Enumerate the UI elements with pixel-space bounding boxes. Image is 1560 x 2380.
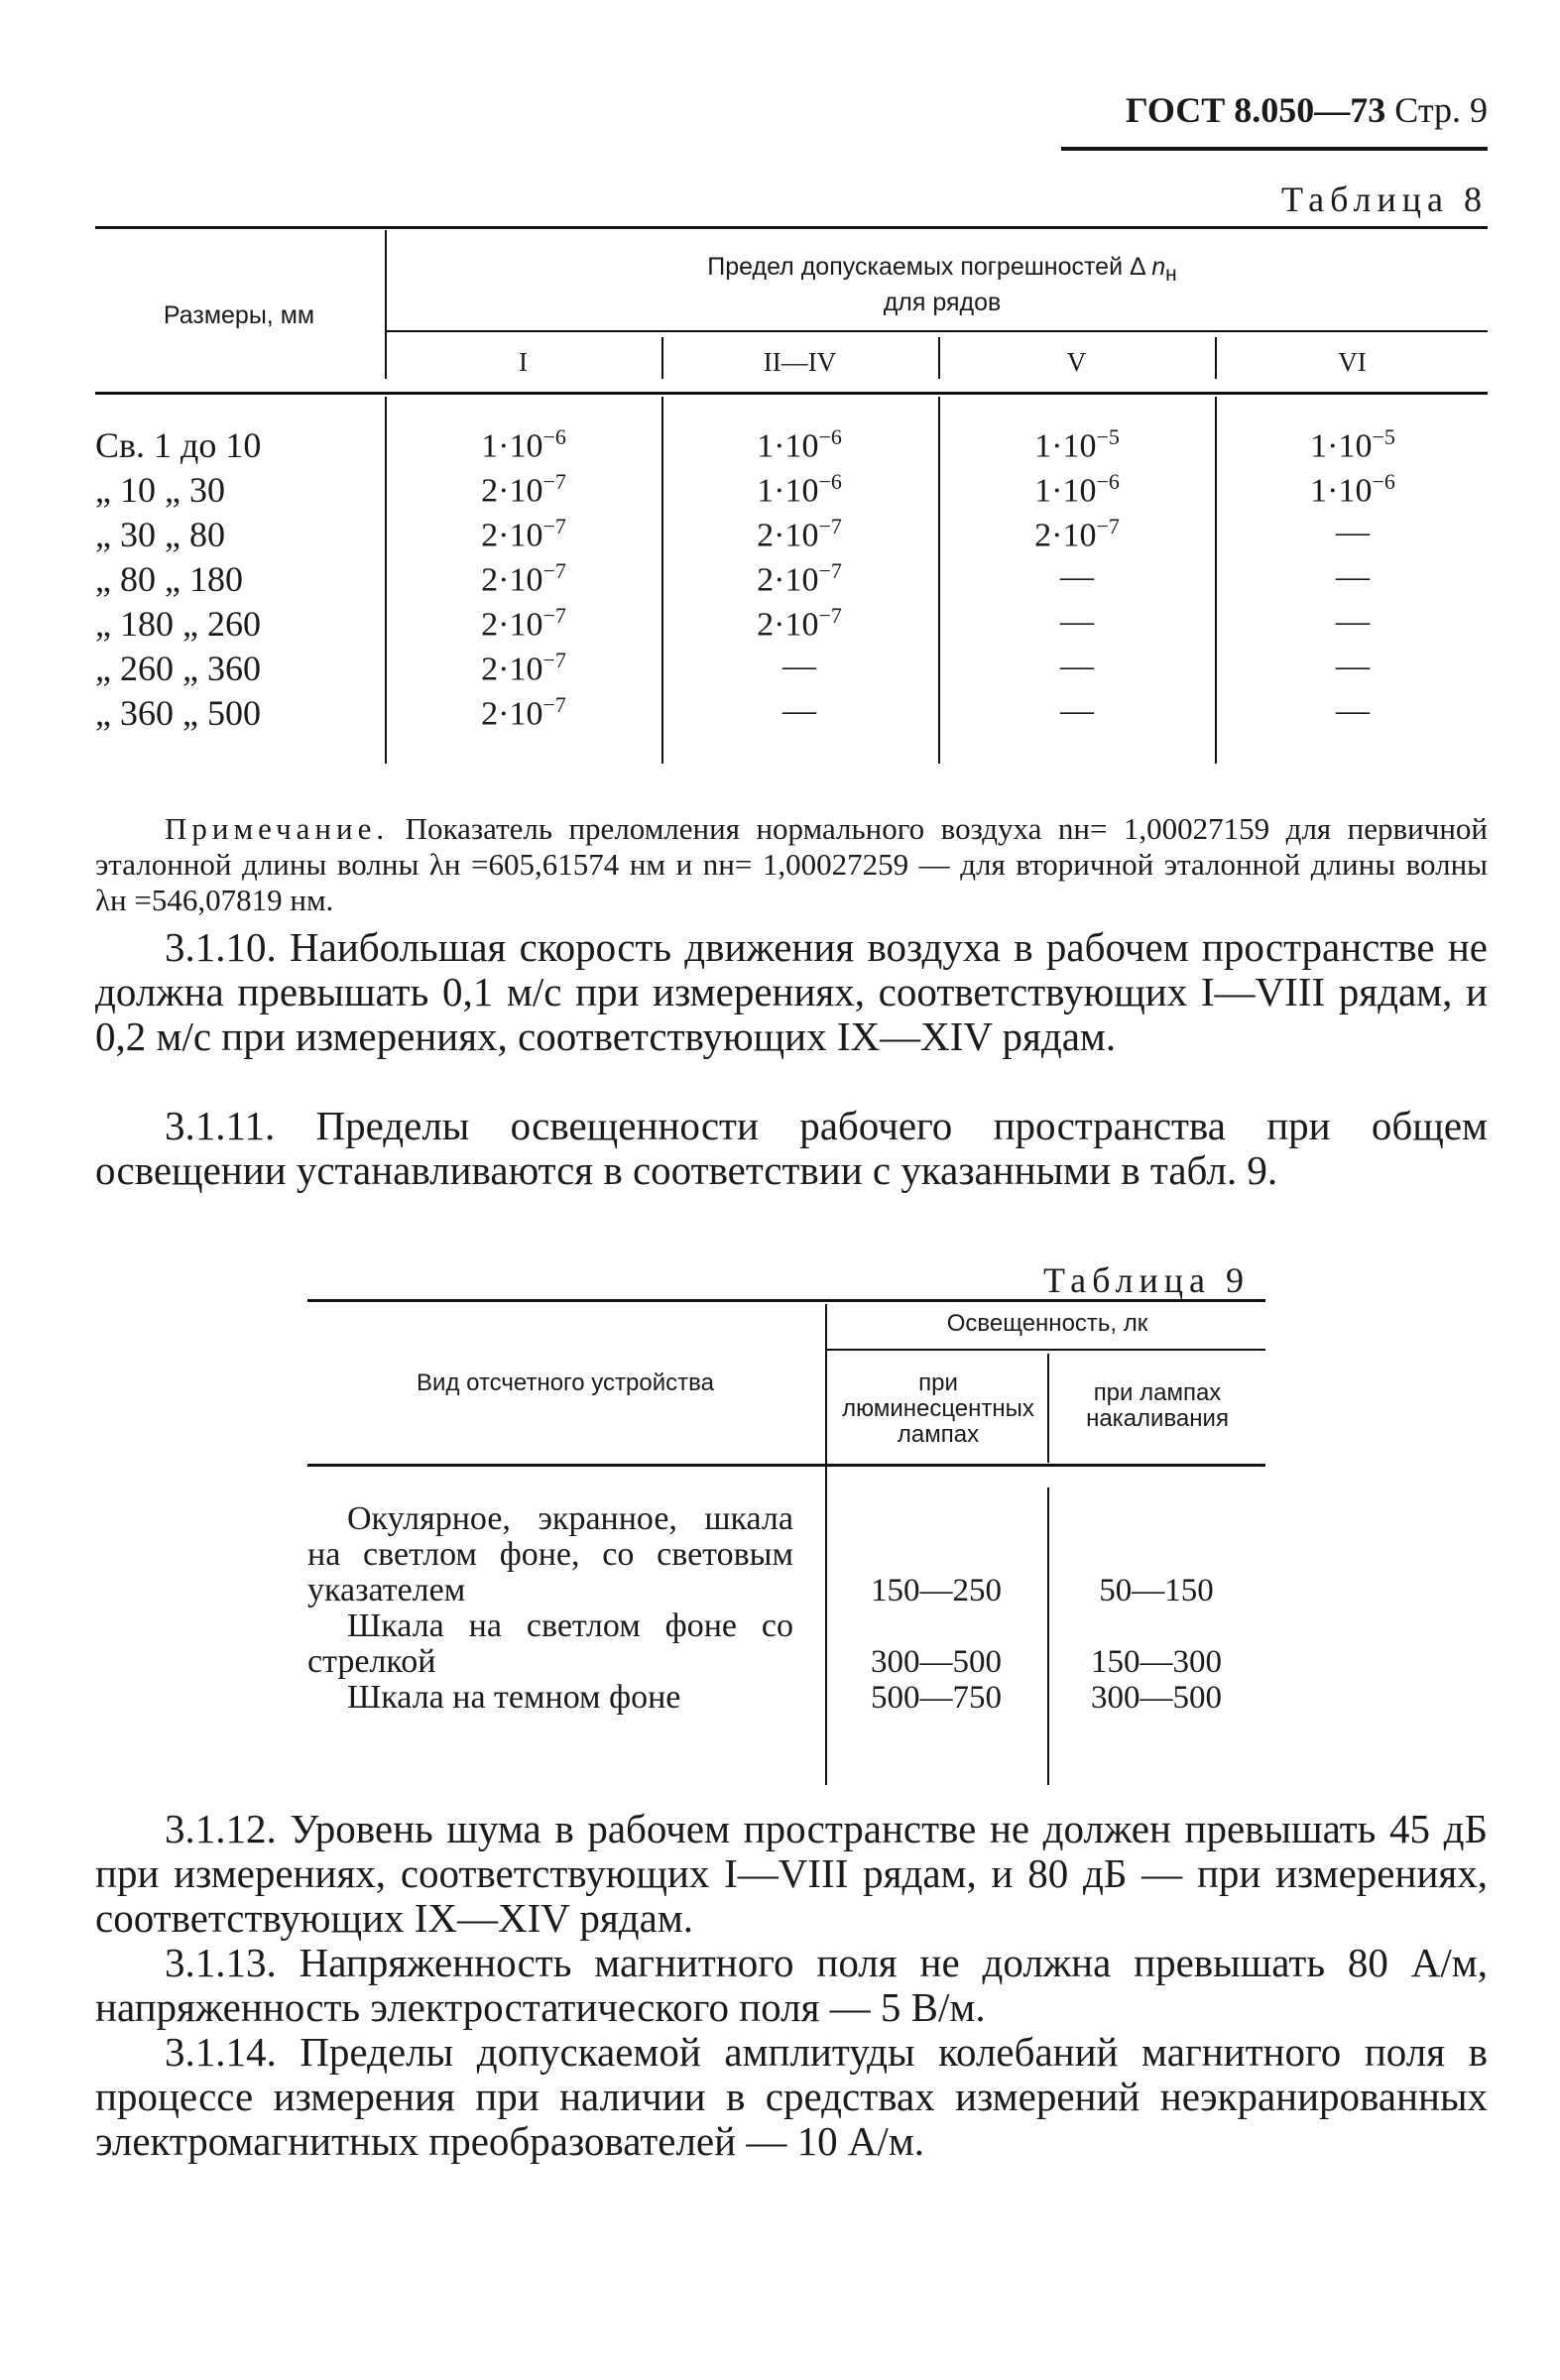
table9-row-2-incand: 150—300 — [1091, 1644, 1222, 1680]
table8-cell — [405, 648, 643, 688]
table9-head-bottom-rule — [307, 1464, 1265, 1467]
paragraph-3-1-14: 3.1.14. Пределы допускаемой амплитуды колебаний магнитного поля в процессе измерения при наличии в средствах измерений неэкранированных электромагнитных преобразователей — 10 А/м. — [95, 2029, 1488, 2164]
paragraph-3-1-12: 3.1.12. Уровень шума в рабочем пространстве не должен превышать 45 дБ при измерениях, соответствующих I—VIII рядам, и 80 дБ — при измерениях, соответствующих IX—XIV рядам. — [95, 1806, 1488, 1941]
table8-cell — [405, 469, 643, 510]
table9-top-rule — [307, 1299, 1265, 1302]
table8-cell-mantissa: — — [1336, 514, 1370, 550]
table8-cell — [680, 469, 918, 510]
table8-cell — [958, 648, 1196, 685]
table8-cell — [1234, 514, 1472, 551]
table8-cell-exponent: −7 — [542, 692, 566, 717]
table8-row-size: „ 10 „ 30 — [95, 470, 225, 510]
table8-cell-mantissa: — — [1336, 558, 1370, 595]
table8-cell-exponent: −7 — [542, 648, 566, 672]
table9-divider-main — [825, 1304, 827, 1785]
table8-cell — [680, 514, 918, 554]
table9-row-1-device: Окулярное, экранное, шкала на светлом фоне, со световым указателем — [307, 1500, 793, 1608]
table8-cell — [680, 558, 918, 599]
table8-row-size: „ 360 „ 500 — [95, 693, 261, 733]
table8-cell-exponent: −7 — [818, 603, 842, 628]
table8-limit-symbol: n — [1151, 253, 1166, 281]
table8-body-divider-1 — [661, 397, 663, 764]
table8-cell-mantissa: 1·10 — [481, 427, 543, 465]
table8-cell-mantissa: 2·10 — [1034, 517, 1097, 554]
table8-cell-mantissa: 2·10 — [481, 606, 543, 644]
table8-cell-mantissa: 1·10 — [1310, 472, 1373, 510]
table8-cell-exponent: −6 — [818, 424, 842, 449]
note-text: Показатель преломления нормального воздуха nн= 1,00027159 для первичной эталонной длины волны λн =605,61574 нм и nн= 1,00027259 — для вторичной эталонной длины волны λн =546,07819 нм. — [95, 811, 1488, 917]
table8-col-2: II—IV — [763, 347, 837, 377]
paragraph-3-1-11: 3.1.11. Пределы освещенности рабочего пространства при общем освещении устанавливаются в соответствии с указанными в табл. 9. — [95, 1103, 1488, 1193]
table9-divider-body — [1047, 1488, 1049, 1785]
table8-head-bottom-rule — [95, 392, 1488, 395]
table9-device-header: Вид отсчетного устройства — [417, 1369, 714, 1396]
table8-col-4: VI — [1338, 347, 1367, 377]
table9-row-1-fluor: 150—250 — [871, 1573, 1002, 1608]
table8-cell-mantissa: 1·10 — [757, 427, 819, 465]
table8-top-rule — [95, 226, 1488, 229]
page-header — [1061, 89, 1488, 149]
table9-col-incand: при лампах накаливания — [1086, 1379, 1229, 1432]
table8-cell-mantissa: 2·10 — [481, 651, 543, 688]
table8-cell — [958, 558, 1196, 596]
table8-cell — [1234, 648, 1472, 685]
table9-illum-header: Освещенность, лк — [946, 1310, 1148, 1337]
table8-cell-mantissa: 1·10 — [1034, 427, 1097, 465]
table8-cell — [405, 603, 643, 644]
table9-row-3-fluor: 500—750 — [871, 1680, 1002, 1716]
table8-cell-mantissa: — — [1336, 648, 1370, 684]
table8-cell — [405, 692, 643, 733]
table8-cell-mantissa: — — [782, 692, 816, 729]
table8-cell — [680, 603, 918, 644]
table8-limit-symbol-sub: н — [1165, 263, 1177, 286]
table8-cell-exponent: −7 — [542, 469, 566, 494]
table8-row-size: „ 80 „ 180 — [95, 559, 243, 599]
table8-body-divider-3 — [1215, 397, 1217, 764]
table8-cell-exponent: −6 — [818, 469, 842, 494]
table8-cell-mantissa: — — [782, 648, 816, 684]
table8-cell-mantissa: — — [1336, 692, 1370, 729]
page-number: Стр. 9 — [1394, 90, 1488, 130]
table8-cell-mantissa: 2·10 — [481, 561, 543, 599]
table8-row-size: „ 180 „ 260 — [95, 604, 261, 644]
standard-number: ГОСТ 8.050—73 — [1125, 90, 1386, 130]
table8-cell-mantissa: 2·10 — [757, 561, 819, 599]
table8-limit-header — [595, 253, 1289, 316]
table8-cell — [405, 424, 643, 465]
table8-cell-mantissa: 2·10 — [757, 606, 819, 644]
table8-cell — [680, 648, 918, 685]
table8-cell-mantissa: — — [1060, 558, 1094, 595]
table9-col-fluor: при люминесцентных лампах — [842, 1369, 1034, 1448]
table9-row-1-incand: 50—150 — [1099, 1573, 1214, 1608]
table8-row-size: „ 260 „ 360 — [95, 649, 261, 688]
table8-cell-exponent: −5 — [1096, 424, 1120, 449]
table8-cell — [958, 469, 1196, 510]
table8-caption: Таблица 8 — [1281, 179, 1488, 219]
table9-row-3-device: Шкала на темном фоне — [347, 1679, 681, 1716]
table8-cell-exponent: −7 — [542, 558, 566, 583]
table8-cell — [1234, 603, 1472, 641]
table8-cell-exponent: −6 — [542, 424, 566, 449]
table8-cell-mantissa: 1·10 — [1310, 427, 1373, 465]
table8-cell-mantissa: 2·10 — [481, 472, 543, 510]
table9-row-3-incand: 300—500 — [1091, 1680, 1222, 1716]
table8-cell — [680, 424, 918, 465]
table8-row-size: „ 30 „ 80 — [95, 515, 225, 554]
table9-row-2-device: Шкала на светлом фоне со стрелкой — [307, 1607, 793, 1680]
table8-cell — [958, 692, 1196, 730]
table8-note — [95, 811, 1488, 918]
table8-cell-mantissa: 2·10 — [481, 695, 543, 733]
table8-cell-exponent: −5 — [1372, 424, 1395, 449]
table8-cell-mantissa: 2·10 — [757, 517, 819, 554]
table8-cell-mantissa: — — [1060, 648, 1094, 684]
table8-size-header: Размеры, мм — [163, 301, 315, 329]
table8-cell — [680, 692, 918, 730]
table8-cell — [1234, 424, 1472, 465]
table8-cell — [1234, 469, 1472, 510]
table8-cell-exponent: −7 — [1096, 514, 1120, 538]
table8-cell — [405, 514, 643, 554]
table8-limit-header-line1: Предел допускаемых погрешностей Δ — [707, 253, 1145, 281]
paragraph-3-1-13: 3.1.13. Напряженность магнитного поля не должна превышать 80 А/м, напряженность электростатического поля — 5 В/м. — [95, 1940, 1488, 2030]
table8-cell-mantissa: 1·10 — [757, 472, 819, 510]
table8-cell — [958, 603, 1196, 641]
table8-body-divider-2 — [938, 397, 940, 764]
table8-cell-exponent: −6 — [1372, 469, 1395, 494]
table9-divider-sub — [1047, 1354, 1049, 1463]
table8-cell-exponent: −7 — [818, 514, 842, 538]
table8-cell — [958, 514, 1196, 554]
table8-col-3: V — [1066, 347, 1087, 377]
table9-caption: Таблица 9 — [1043, 1260, 1250, 1300]
table8-cell-mantissa: — — [1060, 692, 1094, 729]
table8-body-divider-0 — [385, 397, 387, 764]
table8-cell — [405, 558, 643, 599]
table8-cell-exponent: −7 — [542, 603, 566, 628]
table9-row-2-fluor: 300—500 — [871, 1644, 1002, 1680]
table8-cell-exponent: −7 — [542, 514, 566, 538]
table9-subhead-rule — [827, 1349, 1265, 1351]
note-label: Примечание. — [165, 811, 390, 846]
table8-cell — [958, 424, 1196, 465]
table8-cell-exponent: −7 — [818, 558, 842, 583]
table8-subhead-rule — [387, 330, 1488, 332]
table8-cell-exponent: −6 — [1096, 469, 1120, 494]
table8-cell — [1234, 692, 1472, 730]
table8-cell-mantissa: 2·10 — [481, 517, 543, 554]
table8-cell-mantissa: — — [1336, 603, 1370, 640]
table8-cell-mantissa: 1·10 — [1034, 472, 1097, 510]
table8-cell-mantissa: — — [1060, 603, 1094, 640]
header-rule — [1061, 147, 1488, 151]
table8-col-1: I — [519, 347, 528, 377]
table8-limit-header-line2: для рядов — [883, 289, 1002, 316]
table8-cell — [1234, 558, 1472, 596]
paragraph-3-1-10: 3.1.10. Наибольшая скорость движения воздуха в рабочем пространстве не должна превышать 0,1 м/с при измерениях, соответствующих I—VIII рядам, и 0,2 м/с при измерениях, соответствующих IX—XIV рядам. — [95, 924, 1488, 1059]
table8-row-size: Св. 1 до 10 — [95, 425, 262, 465]
